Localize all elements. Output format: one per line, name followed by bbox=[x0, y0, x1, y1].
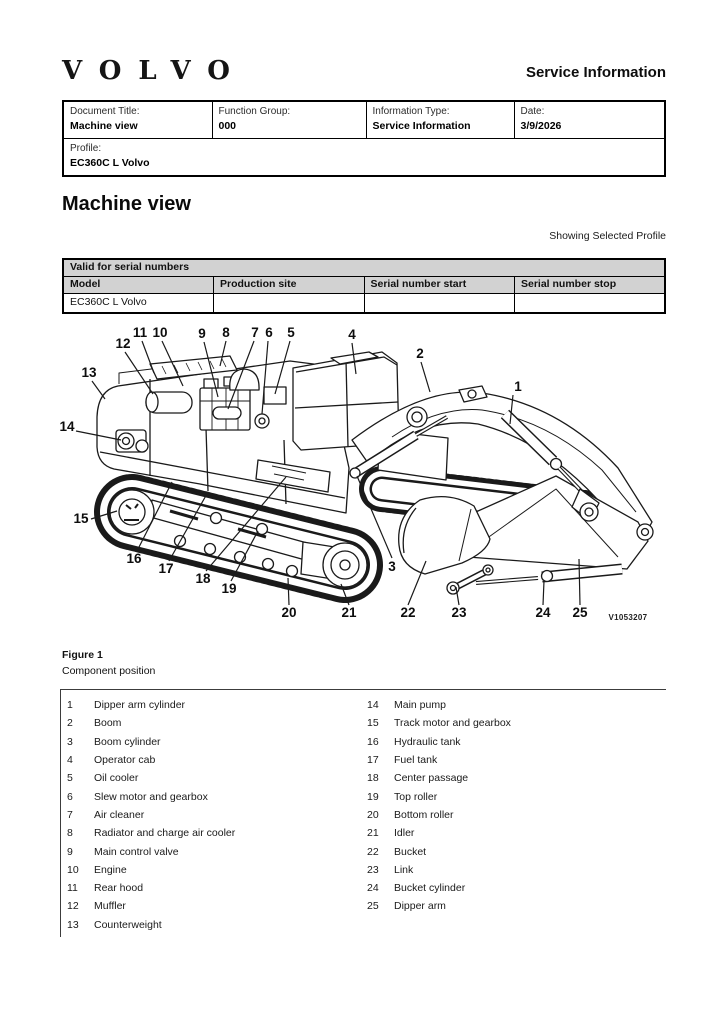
list-item bbox=[367, 714, 511, 732]
bucket-cylinder bbox=[476, 569, 622, 583]
component-number: 3 bbox=[67, 735, 73, 748]
callout-25: 25 bbox=[572, 605, 588, 620]
component-name: Dipper arm bbox=[394, 900, 446, 913]
component-name: Hydraulic tank bbox=[394, 735, 461, 748]
component-list-right-column bbox=[367, 696, 511, 916]
callout-13: 13 bbox=[81, 365, 97, 380]
component-number: 19 bbox=[367, 790, 379, 803]
component-number: 5 bbox=[67, 772, 73, 785]
serial-stop-cell bbox=[515, 294, 666, 313]
field-value: Machine view bbox=[70, 120, 138, 132]
list-item bbox=[367, 696, 511, 714]
component-number: 1 bbox=[67, 699, 73, 712]
list-item bbox=[67, 824, 235, 842]
callout-4: 4 bbox=[348, 327, 356, 342]
component-number: 11 bbox=[67, 882, 78, 895]
list-item bbox=[67, 916, 235, 934]
list-item bbox=[67, 806, 235, 824]
component-name: Top roller bbox=[394, 790, 438, 803]
function-group-cell bbox=[212, 101, 366, 139]
callout-19: 19 bbox=[221, 581, 237, 596]
callout-23: 23 bbox=[451, 605, 467, 620]
component-number: 6 bbox=[67, 790, 73, 803]
production-site-cell bbox=[214, 294, 365, 313]
list-item bbox=[367, 787, 511, 805]
serial-start-cell bbox=[364, 294, 515, 313]
component-name: Counterweight bbox=[94, 918, 162, 931]
list-item bbox=[367, 861, 511, 879]
list-item bbox=[367, 897, 511, 915]
column-header-model: Model bbox=[63, 277, 214, 294]
component-name: Boom cylinder bbox=[94, 735, 161, 748]
component-number: 24 bbox=[367, 882, 379, 895]
callout-12: 12 bbox=[115, 336, 131, 351]
column-header-serial-start: Serial number start bbox=[364, 277, 515, 294]
profile-note: Showing Selected Profile bbox=[549, 230, 666, 242]
field-label: Function Group: bbox=[218, 106, 291, 117]
profile-cell bbox=[63, 139, 665, 177]
component-number: 17 bbox=[367, 754, 379, 767]
field-value: EC360C L Volvo bbox=[70, 157, 150, 169]
callout-2: 2 bbox=[416, 346, 424, 361]
component-name: Radiator and charge air cooler bbox=[94, 827, 236, 840]
list-item bbox=[67, 861, 235, 879]
component-number: 7 bbox=[67, 808, 73, 821]
serial-table-caption: Valid for serial numbers bbox=[63, 259, 665, 277]
component-name: Air cleaner bbox=[94, 808, 145, 821]
callout-6: 6 bbox=[265, 325, 273, 340]
callout-3: 3 bbox=[388, 559, 396, 574]
callout-20: 20 bbox=[281, 605, 297, 620]
component-name: Oil cooler bbox=[94, 772, 139, 785]
component-name: Idler bbox=[394, 827, 415, 840]
excavator-figure bbox=[55, 325, 670, 632]
component-number: 25 bbox=[367, 900, 379, 913]
component-number: 15 bbox=[367, 717, 379, 730]
excavator-diagram bbox=[55, 325, 670, 632]
callout-24: 24 bbox=[535, 605, 551, 620]
column-header-serial-stop: Serial number stop bbox=[515, 277, 666, 294]
figure-caption: Component position bbox=[62, 665, 156, 677]
component-name: Main pump bbox=[394, 699, 446, 712]
component-number: 9 bbox=[67, 845, 73, 858]
component-number: 23 bbox=[367, 863, 379, 876]
component-name: Track motor and gearbox bbox=[394, 717, 511, 730]
table-row bbox=[63, 277, 665, 294]
component-number: 22 bbox=[367, 845, 379, 858]
component-name: Bucket cylinder bbox=[394, 882, 466, 895]
component-number: 14 bbox=[367, 699, 379, 712]
list-item bbox=[367, 751, 511, 769]
component-name: Bucket bbox=[394, 845, 427, 858]
doc-title-cell bbox=[63, 101, 212, 139]
component-number: 2 bbox=[67, 717, 73, 730]
table-row bbox=[63, 101, 665, 139]
field-label: Information Type: bbox=[372, 106, 450, 117]
list-item bbox=[67, 751, 235, 769]
callout-16: 16 bbox=[126, 551, 142, 566]
figure-label: Figure 1 bbox=[62, 649, 103, 661]
callout-9: 9 bbox=[198, 326, 206, 341]
component-name: Rear hood bbox=[94, 882, 144, 895]
callout-21: 21 bbox=[341, 605, 357, 620]
callout-7: 7 bbox=[251, 325, 259, 340]
model-cell: EC360C L Volvo bbox=[63, 294, 214, 313]
field-value: 3/9/2026 bbox=[520, 120, 562, 132]
list-item bbox=[67, 897, 235, 915]
information-type-cell bbox=[366, 101, 514, 139]
callout-15: 15 bbox=[73, 511, 89, 526]
list-item bbox=[367, 842, 511, 860]
list-item bbox=[67, 769, 235, 787]
volvo-logo: VOLVO bbox=[62, 56, 247, 86]
component-name: Bottom roller bbox=[394, 808, 454, 821]
callout-10: 10 bbox=[152, 325, 168, 340]
list-item bbox=[367, 879, 511, 897]
callout-11: 11 bbox=[132, 325, 148, 340]
component-number: 12 bbox=[67, 900, 79, 913]
serial-numbers-table bbox=[62, 258, 666, 314]
list-item bbox=[67, 842, 235, 860]
list-item bbox=[367, 769, 511, 787]
link bbox=[447, 565, 493, 594]
component-name: Link bbox=[394, 863, 414, 876]
component-name: Boom bbox=[94, 717, 122, 730]
service-information-title: Service Information bbox=[525, 64, 666, 81]
callout-17: 17 bbox=[158, 561, 174, 576]
callout-5: 5 bbox=[287, 325, 295, 340]
column-header-production-site: Production site bbox=[214, 277, 365, 294]
component-name: Muffler bbox=[94, 900, 126, 913]
field-label: Document Title: bbox=[70, 106, 140, 117]
field-value: Service Information bbox=[372, 120, 471, 132]
list-item bbox=[367, 824, 511, 842]
component-name: Dipper arm cylinder bbox=[94, 699, 186, 712]
component-name: Operator cab bbox=[94, 754, 156, 767]
list-item bbox=[367, 806, 511, 824]
callout-1: 1 bbox=[514, 379, 522, 394]
field-label: Date: bbox=[520, 106, 545, 117]
table-row bbox=[63, 294, 665, 313]
component-number: 4 bbox=[67, 754, 73, 767]
component-number: 10 bbox=[67, 863, 79, 876]
list-item bbox=[367, 733, 511, 751]
component-number: 13 bbox=[67, 918, 79, 931]
component-name: Main control valve bbox=[94, 845, 179, 858]
figure-image-code: V1053207 bbox=[608, 613, 648, 622]
component-number: 20 bbox=[367, 808, 379, 821]
table-row bbox=[63, 139, 665, 177]
component-list-left-column bbox=[67, 696, 235, 934]
component-list bbox=[60, 689, 666, 937]
callout-14: 14 bbox=[59, 419, 75, 434]
list-item bbox=[67, 787, 235, 805]
list-item bbox=[67, 879, 235, 897]
document-info-table bbox=[62, 100, 666, 177]
component-number: 21 bbox=[367, 827, 379, 840]
callout-18: 18 bbox=[195, 571, 211, 586]
callout-22: 22 bbox=[400, 605, 416, 620]
component-number: 16 bbox=[367, 735, 379, 748]
list-item bbox=[67, 733, 235, 751]
date-cell bbox=[514, 101, 665, 139]
component-number: 8 bbox=[67, 827, 73, 840]
component-name: Slew motor and gearbox bbox=[94, 790, 208, 803]
callout-8: 8 bbox=[222, 325, 230, 340]
component-number: 18 bbox=[367, 772, 379, 785]
page-title: Machine view bbox=[62, 193, 191, 215]
field-label: Profile: bbox=[70, 143, 102, 154]
component-name: Center passage bbox=[394, 772, 469, 785]
table-row bbox=[63, 259, 665, 277]
component-name: Engine bbox=[94, 863, 127, 876]
component-name: Fuel tank bbox=[394, 754, 438, 767]
list-item bbox=[67, 696, 235, 714]
list-item bbox=[67, 714, 235, 732]
field-value: 000 bbox=[218, 120, 237, 132]
